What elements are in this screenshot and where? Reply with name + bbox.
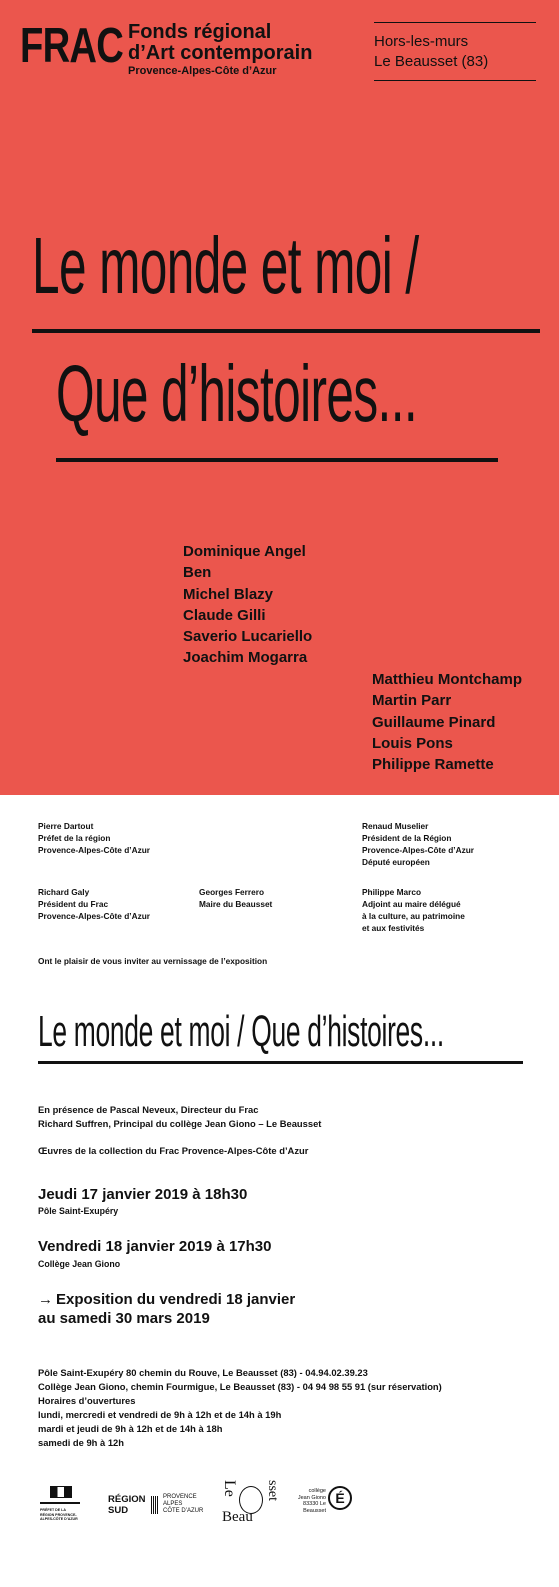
region-sud-logo bbox=[108, 1494, 204, 1524]
artist-list-1 bbox=[183, 541, 312, 669]
presence-line-2: Richard Suffren, Principal du collège Jean Giono – Le Beausset bbox=[38, 1118, 322, 1129]
event-1-date: Jeudi 17 janvier 2019 à 18h30 bbox=[38, 1186, 248, 1203]
host-role: Député européen bbox=[362, 857, 430, 867]
beausset-word: Beau bbox=[222, 1509, 253, 1525]
partner-logos bbox=[0, 1480, 559, 1550]
host-marco bbox=[362, 886, 465, 934]
college-logo-line: Jean Giono bbox=[297, 1494, 326, 1501]
prefecture-logo-text: PRÉFET DE LA RÉGION PROVENCE-ALPES-CÔTE D’AZUR bbox=[40, 1508, 78, 1521]
host-role: Président du Frac bbox=[38, 899, 109, 909]
host-role: Provence-Alpes-Côte d’Azur bbox=[38, 911, 151, 921]
title-underline-2 bbox=[56, 458, 498, 462]
host-name: Renaud Muselier bbox=[362, 821, 429, 831]
practical-line: Horaires d’ouvertures bbox=[38, 1395, 136, 1406]
host-ferrero bbox=[199, 886, 272, 910]
region-pac-line: ALPES bbox=[163, 1501, 183, 1507]
title-part-1: Le monde et moi / bbox=[32, 221, 419, 310]
exhibition-title-small: Le monde et moi / Que d’histoires... bbox=[38, 1007, 444, 1056]
artist-list-2 bbox=[372, 669, 522, 775]
beausset-side-text: sset bbox=[265, 1480, 280, 1501]
artist-name: Philippe Ramette bbox=[372, 756, 494, 774]
region-sud-line-1: RÉGION bbox=[108, 1494, 146, 1505]
region-sud-wordmark bbox=[108, 1494, 145, 1516]
practical-line: lundi, mercredi et vendredi de 9h à 12h et de 14h à 19h bbox=[38, 1409, 282, 1420]
logo-rule bbox=[40, 1502, 80, 1504]
title-part-2: Que d’histoires... bbox=[56, 349, 418, 438]
artist-name: Claude Gilli bbox=[183, 606, 266, 624]
region-sud-subtitle bbox=[163, 1494, 203, 1515]
exhibition-dates-line-2: au samedi 30 mars 2019 bbox=[38, 1310, 210, 1327]
artist-name: Joachim Mogarra bbox=[183, 649, 308, 667]
practical-line: mardi et jeudi de 9h à 12h et de 14h à 18h bbox=[38, 1423, 223, 1434]
college-logo-line: collège bbox=[308, 1488, 326, 1494]
organization-region: Provence-Alpes-Côte d’Azur bbox=[128, 65, 277, 77]
host-muselier bbox=[362, 820, 474, 868]
location-line-2: Le Beausset (83) bbox=[374, 53, 489, 70]
artist-name: Martin Parr bbox=[372, 692, 452, 710]
artist-name: Ben bbox=[183, 564, 212, 582]
artist-name: Saverio Lucariello bbox=[183, 628, 313, 646]
organization-name bbox=[128, 22, 312, 78]
host-role: Provence-Alpes-Côte d’Azur bbox=[38, 845, 151, 855]
region-sud-line-2: SUD bbox=[108, 1505, 129, 1516]
event-1-venue: Pôle Saint-Exupéry bbox=[38, 1206, 119, 1216]
artist-name: Louis Pons bbox=[372, 734, 453, 752]
host-dartout bbox=[38, 820, 150, 856]
title-underline-1 bbox=[32, 329, 540, 333]
prefecture-logo bbox=[40, 1486, 80, 1526]
exhibition-dates-line-1: Exposition du vendredi 18 janvier bbox=[56, 1291, 296, 1308]
practical-line: Collège Jean Giono, chemin Fourmigue, Le Beausset (83) - 04 94 98 55 91 (sur réservation) bbox=[38, 1381, 442, 1392]
practical-line: Pôle Saint-Exupéry 80 chemin du Rouve, Le Beausset (83) - 04.94.02.39.23 bbox=[38, 1367, 368, 1378]
presence-block bbox=[38, 1103, 321, 1131]
host-role: Président de la Région bbox=[362, 833, 452, 843]
location-box bbox=[374, 22, 536, 81]
college-jean-giono-logo bbox=[296, 1482, 352, 1528]
marianne-flag-icon bbox=[50, 1486, 72, 1498]
host-role: Maire du Beausset bbox=[199, 899, 273, 909]
artist-name: Michel Blazy bbox=[183, 585, 274, 603]
host-name: Pierre Dartout bbox=[38, 821, 94, 831]
location-line-1: Hors-les-murs bbox=[374, 33, 469, 50]
invitation-text: Ont le plaisir de vous inviter au vernissage de l’exposition bbox=[38, 956, 268, 966]
presence-line-1: En présence de Pascal Neveux, Directeur du Frac bbox=[38, 1104, 259, 1115]
arrow-right-icon: → bbox=[38, 1291, 53, 1308]
host-galy bbox=[38, 886, 150, 922]
practical-info bbox=[38, 1366, 442, 1450]
organization-line-2: d’Art contemporain bbox=[128, 42, 313, 64]
artist-name: Dominique Angel bbox=[183, 543, 306, 560]
event-2-venue: Collège Jean Giono bbox=[38, 1259, 121, 1269]
beausset-le-text: Le bbox=[221, 1480, 238, 1497]
host-name: Philippe Marco bbox=[362, 887, 422, 897]
college-logo-text bbox=[296, 1488, 326, 1514]
region-pac-line: CÔTE D’AZUR bbox=[163, 1508, 204, 1514]
host-role: à la culture, au patrimoine bbox=[362, 911, 465, 921]
host-role: Provence-Alpes-Côte d’Azur bbox=[362, 845, 475, 855]
college-logo-line: 83330 Le Beausset bbox=[303, 1501, 326, 1514]
host-name: Georges Ferrero bbox=[199, 887, 265, 897]
collection-note: Œuvres de la collection du Frac Provence-Alpes-Côte d’Azur bbox=[38, 1145, 309, 1156]
education-mark-icon: É bbox=[328, 1486, 352, 1510]
practical-line: samedi de 9h à 12h bbox=[38, 1437, 124, 1448]
organization-line-1: Fonds régional bbox=[128, 21, 272, 43]
exhibition-title-underline bbox=[38, 1061, 523, 1064]
host-role: Préfet de la région bbox=[38, 833, 111, 843]
host-role: et aux festivités bbox=[362, 923, 425, 933]
frac-logo: FRAC bbox=[20, 19, 124, 73]
artist-name: Matthieu Montchamp bbox=[372, 671, 522, 688]
event-2-date: Vendredi 18 janvier 2019 à 17h30 bbox=[38, 1238, 272, 1255]
host-role: Adjoint au maire délégué bbox=[362, 899, 461, 909]
le-beausset-logo bbox=[222, 1480, 280, 1528]
exhibition-dates bbox=[38, 1290, 295, 1328]
region-pac-line: PROVENCE bbox=[163, 1494, 197, 1500]
host-name: Richard Galy bbox=[38, 887, 90, 897]
barcode-icon bbox=[151, 1496, 159, 1514]
artist-name: Guillaume Pinard bbox=[372, 713, 496, 731]
